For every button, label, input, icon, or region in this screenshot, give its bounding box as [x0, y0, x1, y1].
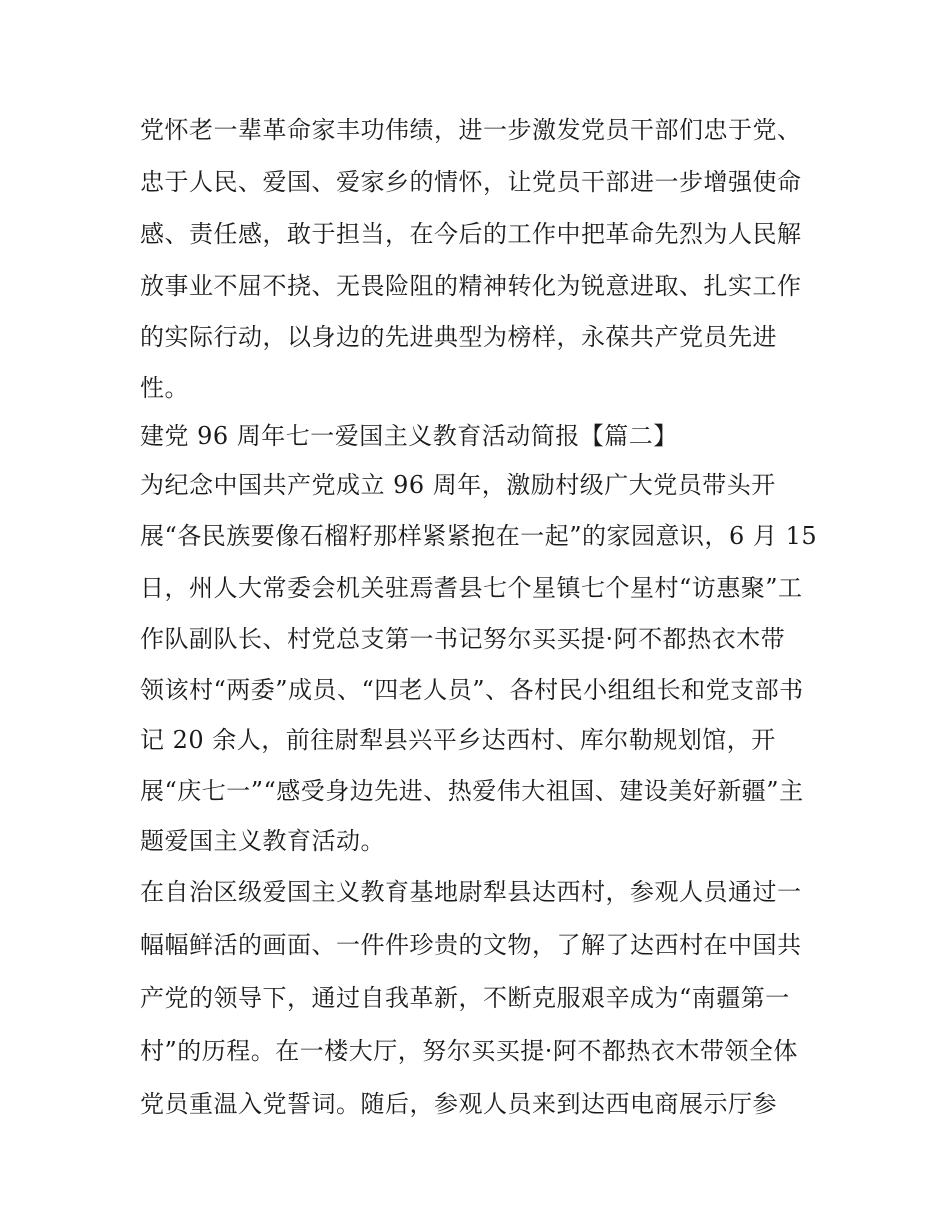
text-line: 记 20 余人，前往尉犁县兴平乡达西村、库尔勒规划馆，开	[140, 726, 776, 754]
text-line: 村”的历程。在一楼大厅，努尔买买提·阿不都热衣木带领全体	[140, 1037, 798, 1065]
text-line: 题爱国主义教育活动。	[140, 827, 385, 855]
text-line: 产党的领导下，通过自我革新，不断克服艰辛成为“南疆第一	[140, 984, 790, 1012]
text-line: 在自治区级爱国主义教育基地尉犁县达西村，参观人员通过一	[140, 878, 802, 906]
text-line: 放事业不屈不挠、无畏险阻的精神转化为锐意进取、扎实工作	[140, 272, 802, 300]
section-heading: 建党 96 周年七一爱国主义教育活动简报【篇二】	[140, 422, 678, 450]
text-line: 日，州人大常委会机关驻焉耆县七个星镇七个星村“访惠聚”工	[140, 574, 803, 602]
text-line: 性。	[140, 374, 189, 402]
text-line: 展“庆七一”“感受身边先进、热爱伟大祖国、建设美好新疆”主	[140, 777, 804, 805]
text-line: 忠于人民、爱国、爱家乡的情怀，让党员干部进一步增强使命	[140, 168, 802, 196]
text-line: 为纪念中国共产党成立 96 周年，激励村级广大党员带头开	[140, 471, 776, 499]
text-line: 幅幅鲜活的画面、一件件珍贵的文物，了解了达西村在中国共	[140, 931, 802, 959]
text-line: 党怀老一辈革命家丰功伟绩，进一步激发党员干部们忠于党、	[140, 116, 802, 144]
text-line: 展“各民族要像石榴籽那样紧紧抱在一起”的家园意识，6 月 15	[140, 522, 818, 550]
text-line: 作队副队长、村党总支第一书记努尔买买提·阿不都热衣木带	[140, 625, 786, 653]
text-line: 党员重温入党誓词。随后，参观人员来到达西电商展示厅参	[140, 1090, 777, 1118]
text-line: 感、责任感，敢于担当，在今后的工作中把革命先烈为人民解	[140, 220, 802, 248]
text-line: 领该村“两委”成员、“四老人员”、各村民小组组长和党支部书	[140, 676, 804, 704]
text-line: 的实际行动，以身边的先进典型为榜样，永葆共产党员先进	[140, 323, 777, 351]
